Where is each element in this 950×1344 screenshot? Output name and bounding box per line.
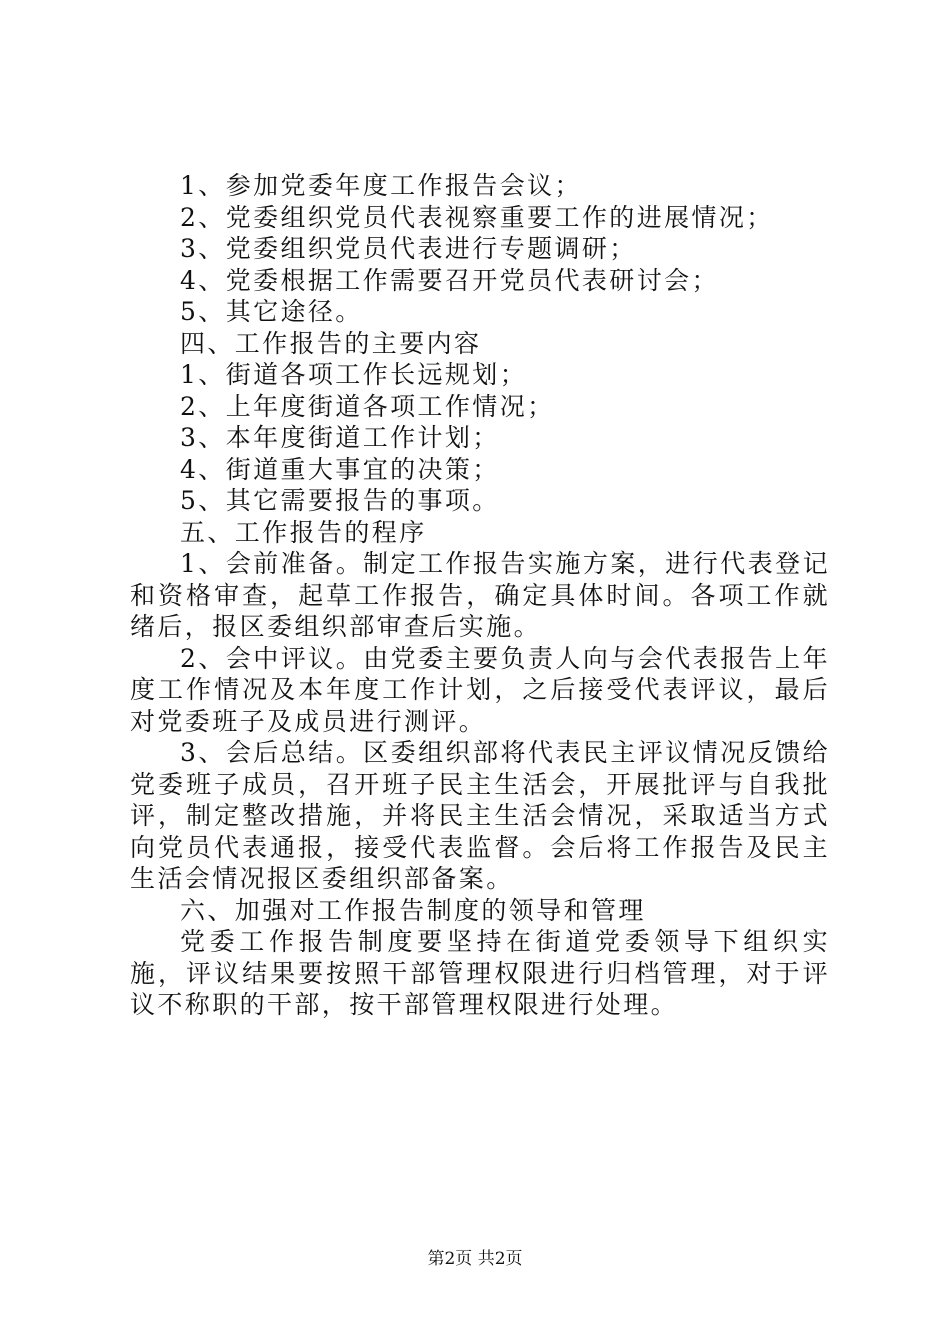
paragraph: 5、其它途径。 [180, 297, 363, 326]
paragraph: 2、上年度街道各项工作情况； [180, 391, 555, 421]
paragraph: 5、其它需要报告的事项。 [180, 486, 500, 515]
paragraph: 4、党委根据工作需要召开党员代表研讨会； [180, 265, 719, 295]
section-heading: 四、工作报告的主要内容 [180, 328, 482, 358]
paragraph: 2、党委组织党员代表视察重要工作的进展情况； [180, 202, 774, 232]
section-heading: 六、加强对工作报告制度的领导和管理 [180, 895, 646, 925]
paragraph: 3、会后总结。区委组织部将代表民主评议情况反馈给党委班子成员，召开班子民主生活会，开展批评与自我批评，制定整改措施，并将民主生活会情况，采取适当方式向党员代表通报，接受代表监督。会后将工作报告及民主生活会情况报区委组织部备案。 [130, 738, 830, 893]
paragraph: 3、本年度街道工作计划； [180, 423, 500, 452]
section-heading: 五、工作报告的程序 [180, 517, 427, 547]
document-body [130, 170, 830, 1021]
paragraph: 4、街道重大事宜的决策； [180, 454, 500, 484]
paragraph: 党委工作报告制度要坚持在街道党委领导下组织实施，评议结果要按照干部管理权限进行归档管理，对于评议不称职的干部，按干部管理权限进行处理。 [130, 927, 830, 1019]
page-number: 第2页 共2页 [427, 1249, 523, 1269]
paragraph: 1、参加党委年度工作报告会议； [180, 171, 582, 200]
paragraph: 3、党委组织党员代表进行专题调研； [180, 234, 637, 263]
paragraph: 2、会中评议。由党委主要负责人向与会代表报告上年度工作情况及本年度工作计划，之后接受代表评议，最后对党委班子及成员进行测评。 [130, 643, 830, 736]
paragraph: 1、会前准备。制定工作报告实施方案，进行代表登记和资格审查，起草工作报告，确定具体时间。各项工作就绪后，报区委组织部审查后实施。 [130, 549, 830, 641]
paragraph: 1、街道各项工作长远规划； [180, 360, 528, 389]
